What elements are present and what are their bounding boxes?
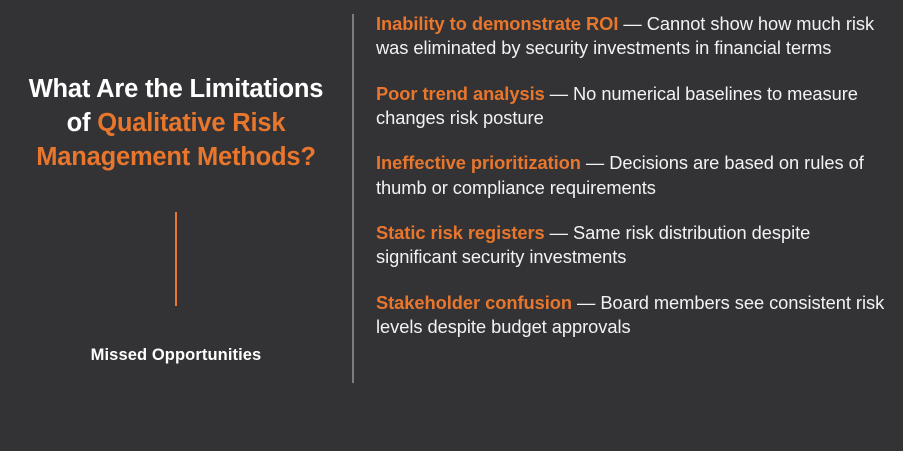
- list-item-lead: Ineffective prioritization: [376, 152, 581, 174]
- list-item-body: Same risk distribution despite significant security investments: [376, 221, 811, 268]
- list-item-body: Decisions are based on rules of thumb or compliance requirements: [376, 152, 864, 198]
- left-column: [0, 0, 352, 451]
- list-item: [376, 151, 891, 200]
- right-column: [352, 0, 903, 451]
- list-item-dash: —: [544, 221, 573, 243]
- vertical-rail-divider: [352, 14, 354, 383]
- list-item-dash: —: [544, 82, 574, 104]
- divider-container: [14, 212, 338, 306]
- list-item-dash: —: [580, 152, 610, 174]
- list-item: [376, 291, 891, 340]
- list-item-body: Board members see consistent risk levels despite budget approvals: [376, 291, 885, 337]
- list-item-body: Cannot show how much risk was eliminated by security investments in financial terms: [376, 13, 875, 59]
- vertical-accent-divider: [175, 212, 177, 306]
- page-title: [14, 72, 338, 174]
- list-item-lead: Inability to demonstrate ROI: [376, 13, 619, 34]
- list-item: [376, 82, 891, 131]
- list-item-dash: —: [572, 291, 601, 313]
- subtitle: Missed Opportunities: [90, 346, 262, 365]
- list-item-body: No numerical baselines to measure changes risk posture: [376, 82, 858, 128]
- list-item-dash: —: [618, 13, 647, 34]
- list-item-lead: Stakeholder confusion: [376, 291, 573, 313]
- page-title-line-1: What Are the Limitations: [28, 75, 324, 103]
- page-title-line-3: Management Methods?: [36, 143, 316, 172]
- list-item-lead: Static risk registers: [376, 221, 545, 243]
- list-item: [376, 12, 891, 61]
- page-title-line-2-prefix: of: [66, 109, 98, 138]
- list-item: [376, 221, 891, 270]
- list-item-lead: Poor trend analysis: [376, 82, 545, 104]
- bullet-list: [376, 8, 891, 443]
- page-title-line-2-accent: Qualitative Risk: [97, 109, 286, 138]
- page-title-line-2: [14, 106, 338, 140]
